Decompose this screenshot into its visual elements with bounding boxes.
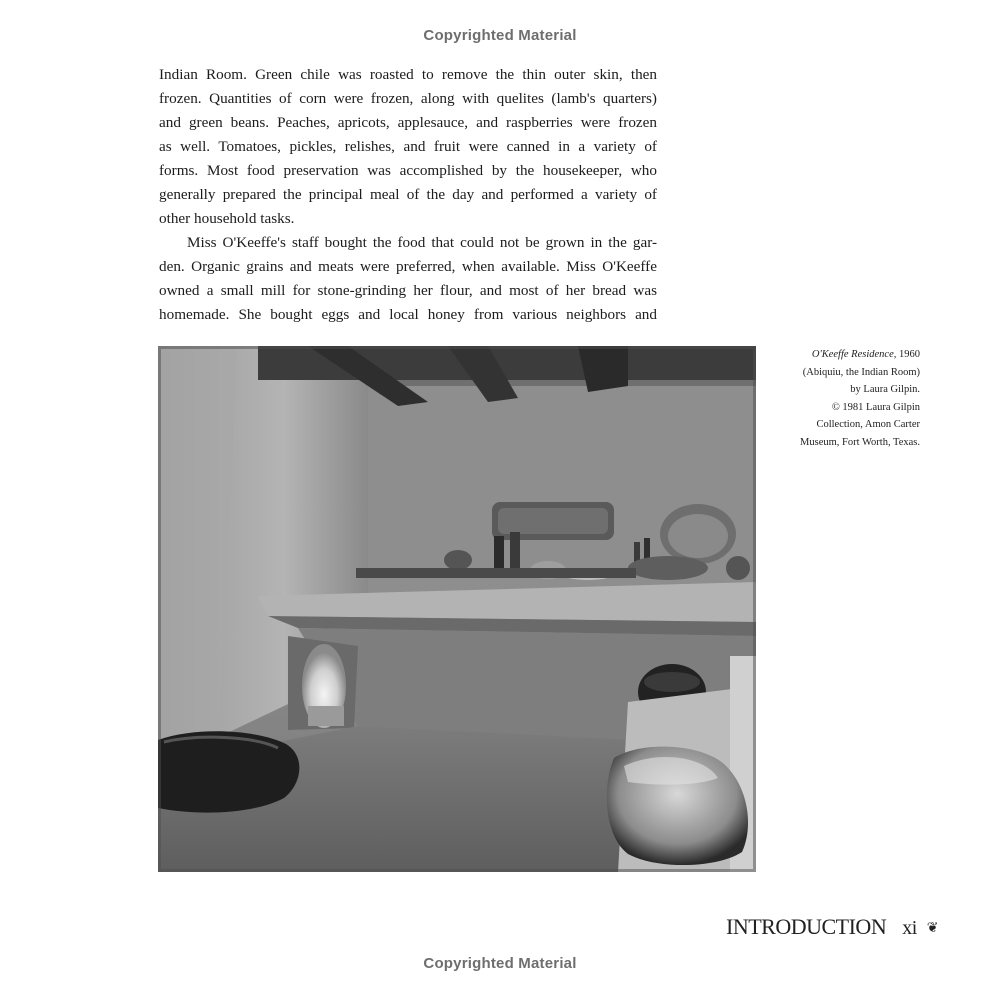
text-line: other household tasks.	[159, 210, 295, 227]
caption-title-line	[770, 346, 920, 364]
text-line: as well. Tomatoes, pickles, relishes, and fruit were canned in a variety of	[159, 138, 657, 155]
paragraph-2	[159, 231, 657, 327]
text-line: homemade. She bought eggs and local honey from various neighbors and	[159, 306, 657, 323]
caption-line: © 1981 Laura Gilpin	[831, 401, 920, 413]
text-line: den. Organic grains and meats were preferred, when available. Miss O'Keeffe	[159, 258, 657, 275]
caption-line: Museum, Fort Worth, Texas.	[800, 436, 920, 448]
caption-line: by Laura Gilpin.	[850, 384, 920, 396]
copyright-banner-top: Copyrighted Material	[423, 27, 577, 44]
running-head	[726, 914, 938, 940]
text-line: generally prepared the principal meal of the day and performed a variety of	[159, 186, 657, 203]
text-line: owned a small mill for stone-grinding her flour, and most of her bread was	[159, 282, 657, 299]
caption-line: Collection, Amon Carter	[816, 419, 920, 431]
text-line: forms. Most food preservation was accomplished by the housekeeper, who	[159, 162, 657, 179]
text-line: and green beans. Peaches, apricots, applesauce, and raspberries were frozen	[159, 114, 657, 131]
text-line: frozen. Quantities of corn were frozen, along with quelites (lamb's quarters)	[159, 90, 657, 107]
section-title: INTRODUCTION	[726, 914, 887, 939]
paragraph-1	[159, 63, 657, 231]
indian-room-photograph	[158, 346, 756, 872]
copyright-banner-bottom: Copyrighted Material	[423, 955, 577, 972]
page-number: xi	[902, 917, 917, 939]
text-line: Miss O'Keeffe's staff bought the food that could not be grown in the gar-	[187, 234, 657, 251]
caption-title: O'Keeffe Residence,	[811, 349, 897, 360]
fleuron-icon: ❦	[926, 921, 938, 937]
body-text	[159, 63, 657, 327]
text-line: Indian Room. Green chile was roasted to remove the thin outer skin, then	[159, 66, 657, 83]
photo-caption	[770, 346, 920, 452]
caption-year: 1960	[899, 349, 920, 360]
caption-line: (Abiquiu, the Indian Room)	[802, 366, 920, 378]
